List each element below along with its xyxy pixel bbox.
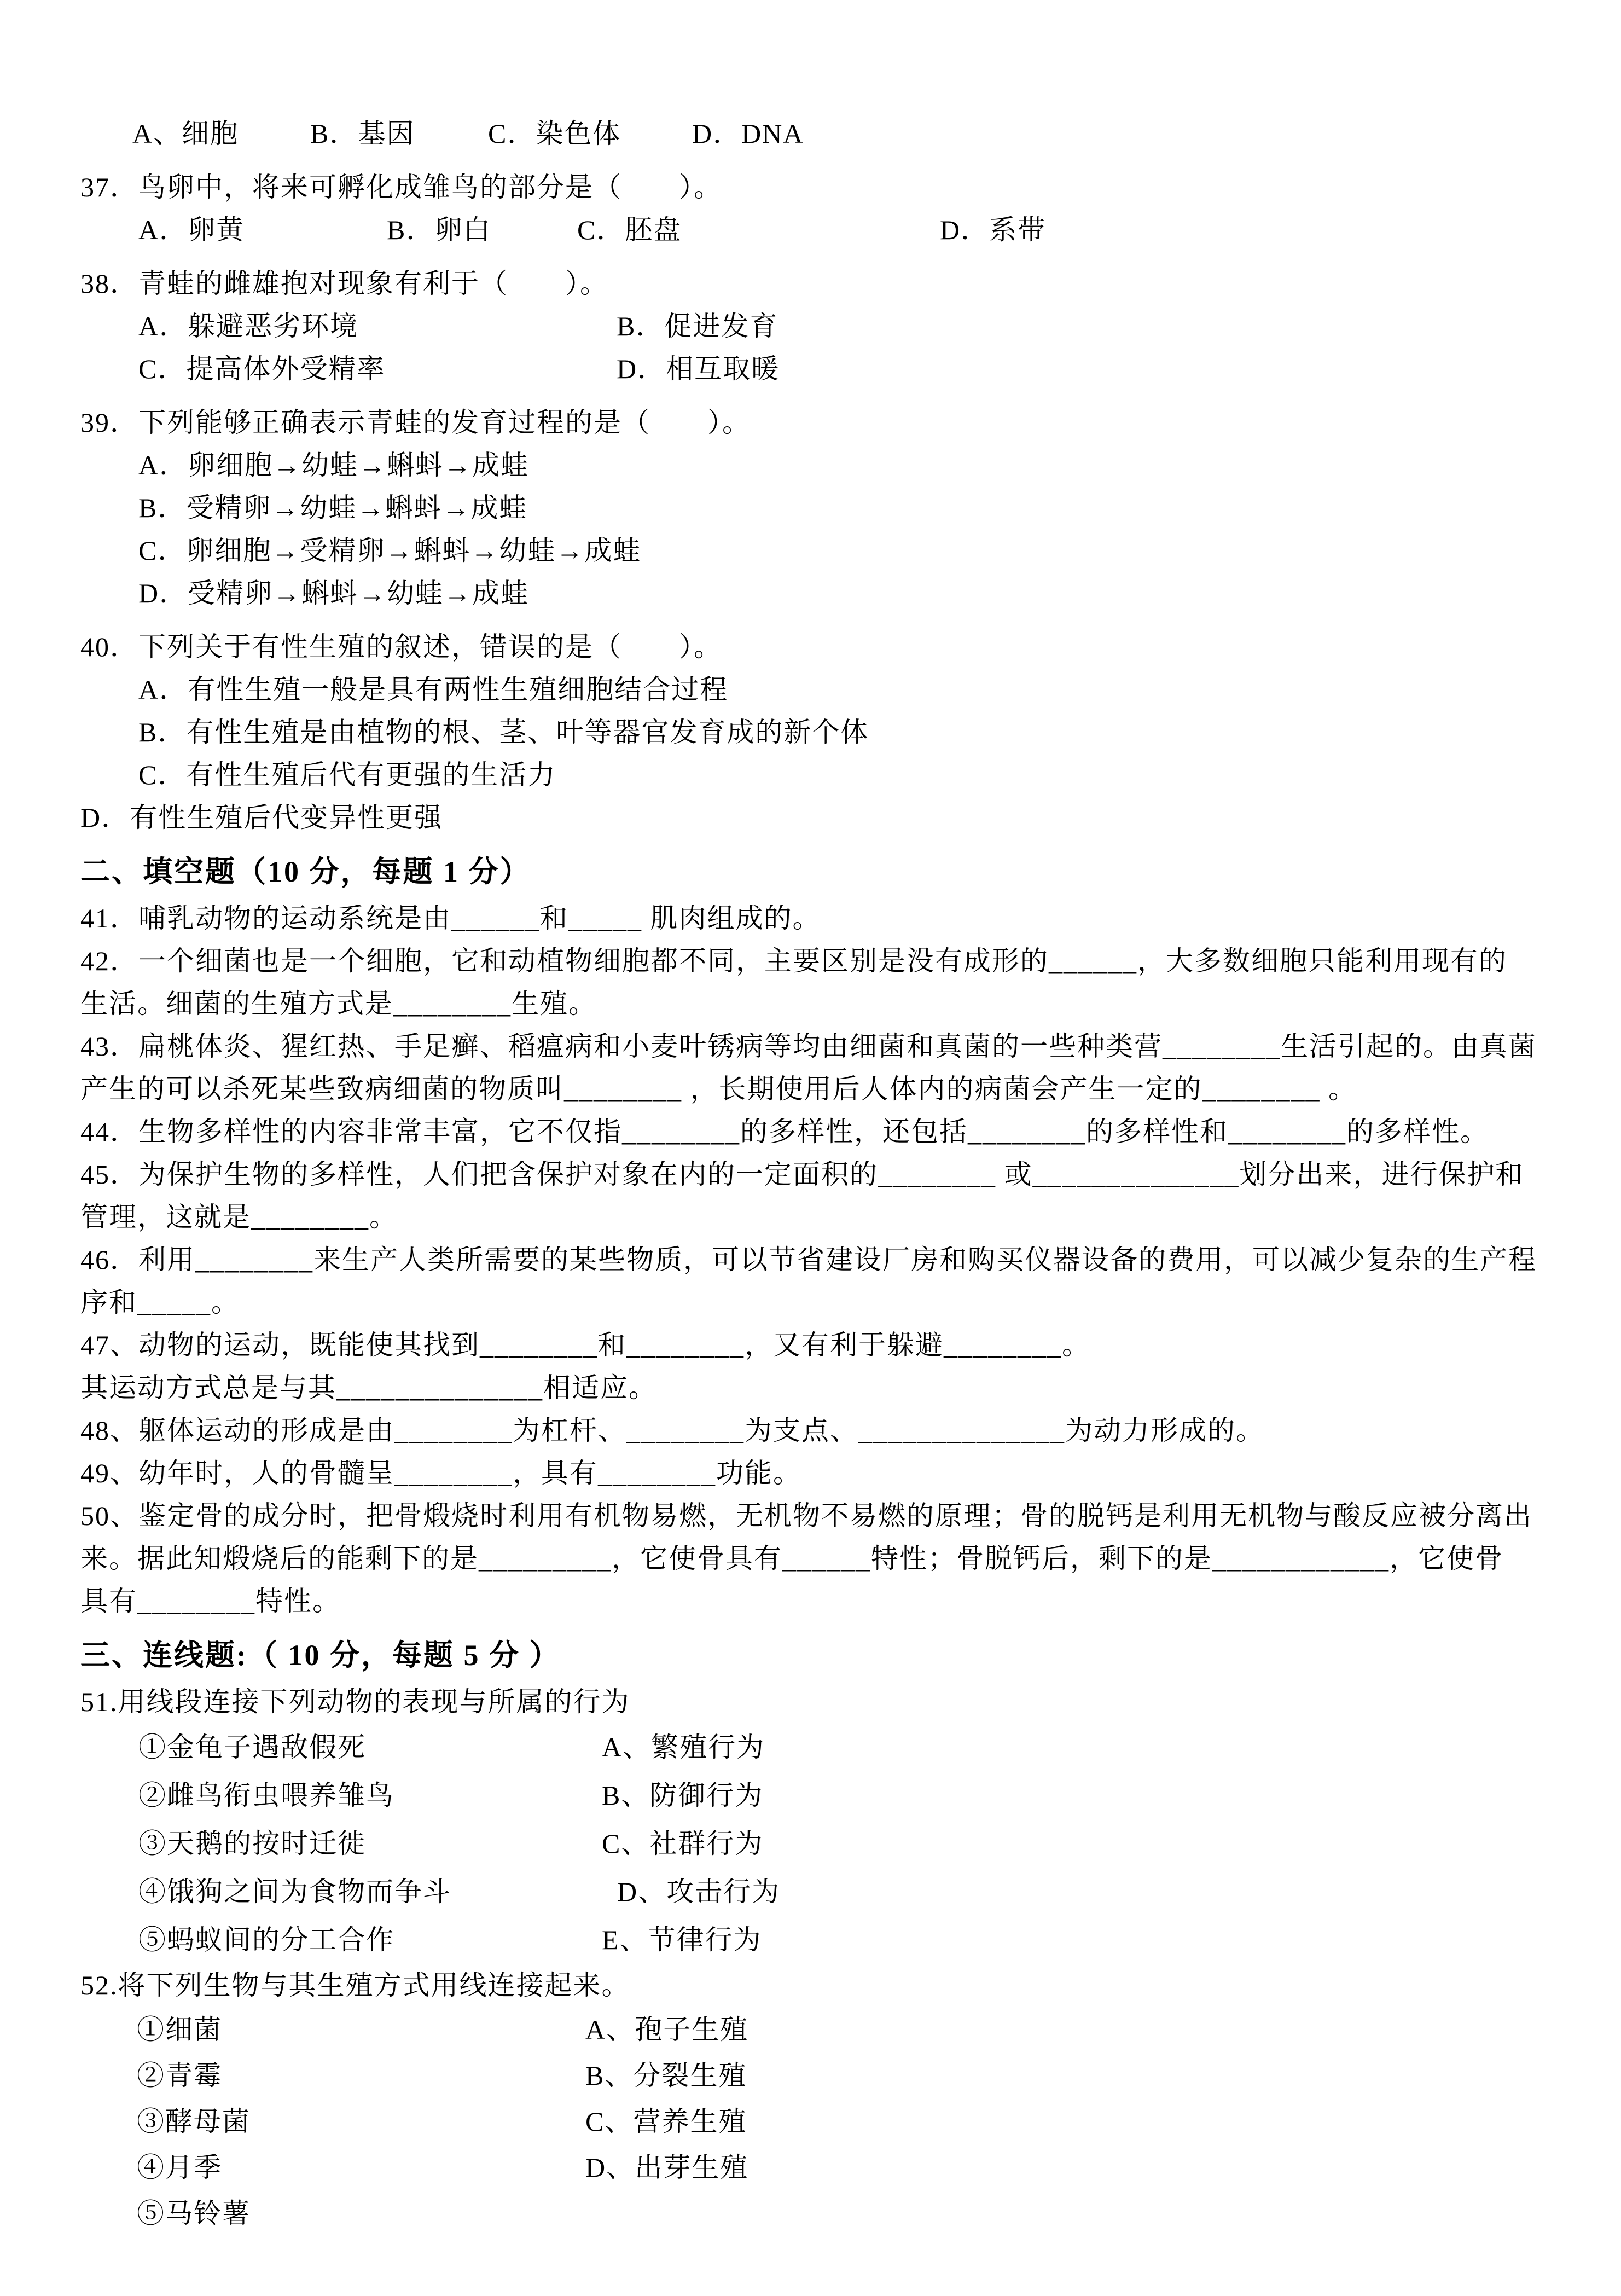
q36-option-d: D．DNA [692, 118, 804, 149]
q51-match-row-2 [138, 1771, 1561, 1819]
q51-left-1: ①金龟子遇敌假死 [138, 1732, 366, 1762]
q51-match-row-3 [138, 1819, 1561, 1868]
q52-match-row-4 [137, 2144, 1561, 2190]
q52-match-row-2 [137, 2053, 1561, 2098]
question-40-stem: 40．下列关于有性生殖的叙述，错误的是（ ）。 [80, 631, 722, 662]
question-38-options-row-2 [138, 347, 1561, 390]
q51-left-5: ⑤蚂蚁间的分工合作 [138, 1924, 394, 1955]
question-52-stem: 52.将下列生物与其生殖方式用线连接起来。 [80, 1970, 630, 2001]
question-38-stem: 38．青蛙的雌雄抱对现象有利于（ ）。 [80, 268, 608, 299]
q51-right-b: B、防御行为 [602, 1780, 764, 1811]
q39-option-a: A．卵细胞→幼蛙→蝌蚪→成蛙 [138, 450, 530, 480]
q37-option-c: C．胚盘 [577, 214, 682, 245]
q52-left-2: ②青霉 [137, 2060, 222, 2091]
q51-right-e: E、节律行为 [602, 1924, 762, 1955]
q52-match-row-1 [137, 2007, 1561, 2053]
q51-right-d: D、攻击行为 [617, 1876, 781, 1907]
question-36-options-row [132, 112, 1561, 155]
q52-right-b: B、分裂生殖 [585, 2060, 747, 2091]
q40-option-b: B．有性生殖是由植物的根、茎、叶等器官发育成的新个体 [138, 717, 869, 747]
q40-option-c: C．有性生殖后代有更强的生活力 [138, 759, 556, 790]
question-38-options-row-1 [138, 305, 1561, 347]
q39-option-b: B．受精卵→幼蛙→蝌蚪→成蛙 [138, 492, 528, 523]
question-50-line-3: 具有________特性。 [80, 1586, 341, 1616]
question-47-line-2: 其运动方式总是与其______________相适应。 [80, 1372, 657, 1403]
question-42-line-2: 生活。细菌的生殖方式是________生殖。 [80, 988, 597, 1019]
question-43-line-1: 43．扁桃体炎、猩红热、手足癣、稻瘟病和小麦叶锈病等均由细菌和真菌的一些种类营________生活引起的。由真菌 [80, 1031, 1537, 1062]
question-44: 44．生物多样性的内容非常丰富，它不仅指________的多样性，还包括________的多样性和________的多样性。 [80, 1116, 1489, 1147]
q52-left-5: ⑤马铃薯 [137, 2198, 251, 2229]
question-51-stem: 51.用线段连接下列动物的表现与所属的行为 [80, 1686, 630, 1717]
question-46-line-1: 46．利用________来生产人类所需要的某些物质，可以节省建设厂房和购买仪器设备的费用，可以减少复杂的生产程 [80, 1244, 1537, 1275]
q51-left-3: ③天鹅的按时迁徙 [138, 1828, 366, 1859]
q36-option-b: B．基因 [310, 118, 415, 149]
question-50-line-2: 来。据此知煅烧后的能剩下的是_________，它使骨具有______特性；骨脱钙后，剩下的是____________，它使骨 [80, 1543, 1503, 1574]
q52-left-3: ③酵母菌 [137, 2106, 251, 2137]
question-47-line-1: 47、动物的运动，既能使其找到________和________，又有利于躲避________。 [80, 1330, 1090, 1360]
question-43-line-2: 产生的可以杀死某些致病细菌的物质叫________ ，长期使用后人体内的病菌会产生一定的________ 。 [80, 1074, 1357, 1104]
question-37-stem: 37．鸟卵中，将来可孵化成雏鸟的部分是（ ）。 [80, 172, 722, 202]
q39-option-c: C．卵细胞→受精卵→蝌蚪→幼蛙→成蛙 [138, 535, 642, 566]
q36-option-c: C．染色体 [488, 118, 621, 149]
question-37-options-row [138, 208, 1561, 251]
q51-left-2: ②雌鸟衔虫喂养雏鸟 [138, 1780, 394, 1811]
q51-match-row-5 [138, 1916, 1561, 1964]
question-39-stem: 39．下列能够正确表示青蛙的发育过程的是（ ）。 [80, 407, 751, 438]
question-49: 49、幼年时，人的骨髓呈________，具有________功能。 [80, 1458, 801, 1488]
q39-option-d: D．受精卵→蝌蚪→幼蛙→成蛙 [138, 578, 530, 608]
q51-match-row-1 [138, 1723, 1561, 1771]
q38-option-a: A．躲避恶劣环境 [138, 311, 359, 341]
question-45-line-1: 45．为保护生物的多样性，人们把含保护对象在内的一定面积的________ 或______________划分出来，进行保护和 [80, 1159, 1524, 1190]
q52-right-a: A、孢子生殖 [585, 2014, 749, 2045]
q52-match-row-5 [137, 2190, 1561, 2236]
section-2-heading: 二、填空题（10 分，每题 1 分） [80, 855, 531, 888]
q52-right-d: D、出芽生殖 [585, 2152, 749, 2183]
question-41: 41．哺乳动物的运动系统是由______和_____ 肌肉组成的。 [80, 903, 821, 934]
q36-option-a: A、细胞 [132, 118, 239, 149]
q52-left-4: ④月季 [137, 2152, 222, 2183]
question-45-line-2: 管理，这就是________。 [80, 1202, 398, 1232]
q51-left-4: ④饿狗之间为食物而争斗 [138, 1876, 451, 1907]
q40-option-a: A．有性生殖一般是具有两性生殖细胞结合过程 [138, 674, 729, 705]
question-48: 48、躯体运动的形成是由________为杠杆、________为支点、______________为动力形成的。 [80, 1415, 1264, 1446]
q51-right-a: A、繁殖行为 [602, 1732, 765, 1762]
q38-option-d: D．相互取暖 [617, 353, 780, 384]
q52-right-c: C、营养生殖 [585, 2106, 747, 2137]
q38-option-b: B．促进发育 [617, 311, 778, 341]
q37-option-d: D．系带 [940, 214, 1047, 245]
q40-option-d: D．有性生殖后代变异性更强 [80, 802, 443, 833]
q51-match-row-4 [138, 1868, 1561, 1916]
q38-option-c: C．提高体外受精率 [138, 353, 386, 384]
question-46-line-2: 序和_____。 [80, 1287, 240, 1318]
q51-right-c: C、社群行为 [602, 1828, 764, 1859]
q52-match-row-3 [137, 2098, 1561, 2144]
q37-option-b: B．卵白 [387, 214, 492, 245]
question-42-line-1: 42．一个细菌也是一个细胞，它和动植物细胞都不同，主要区别是没有成形的______，大多数细胞只能利用现有的 [80, 946, 1507, 976]
q37-option-a: A．卵黄 [138, 214, 245, 245]
section-3-heading: 三、连线题:（ 10 分，每题 5 分 ） [80, 1639, 561, 1672]
question-50-line-1: 50、鉴定骨的成分时，把骨煅烧时利用有机物易燃，无机物不易燃的原理；骨的脱钙是利用无机物与酸反应被分离出 [80, 1500, 1532, 1531]
q52-left-1: ①细菌 [137, 2014, 222, 2045]
